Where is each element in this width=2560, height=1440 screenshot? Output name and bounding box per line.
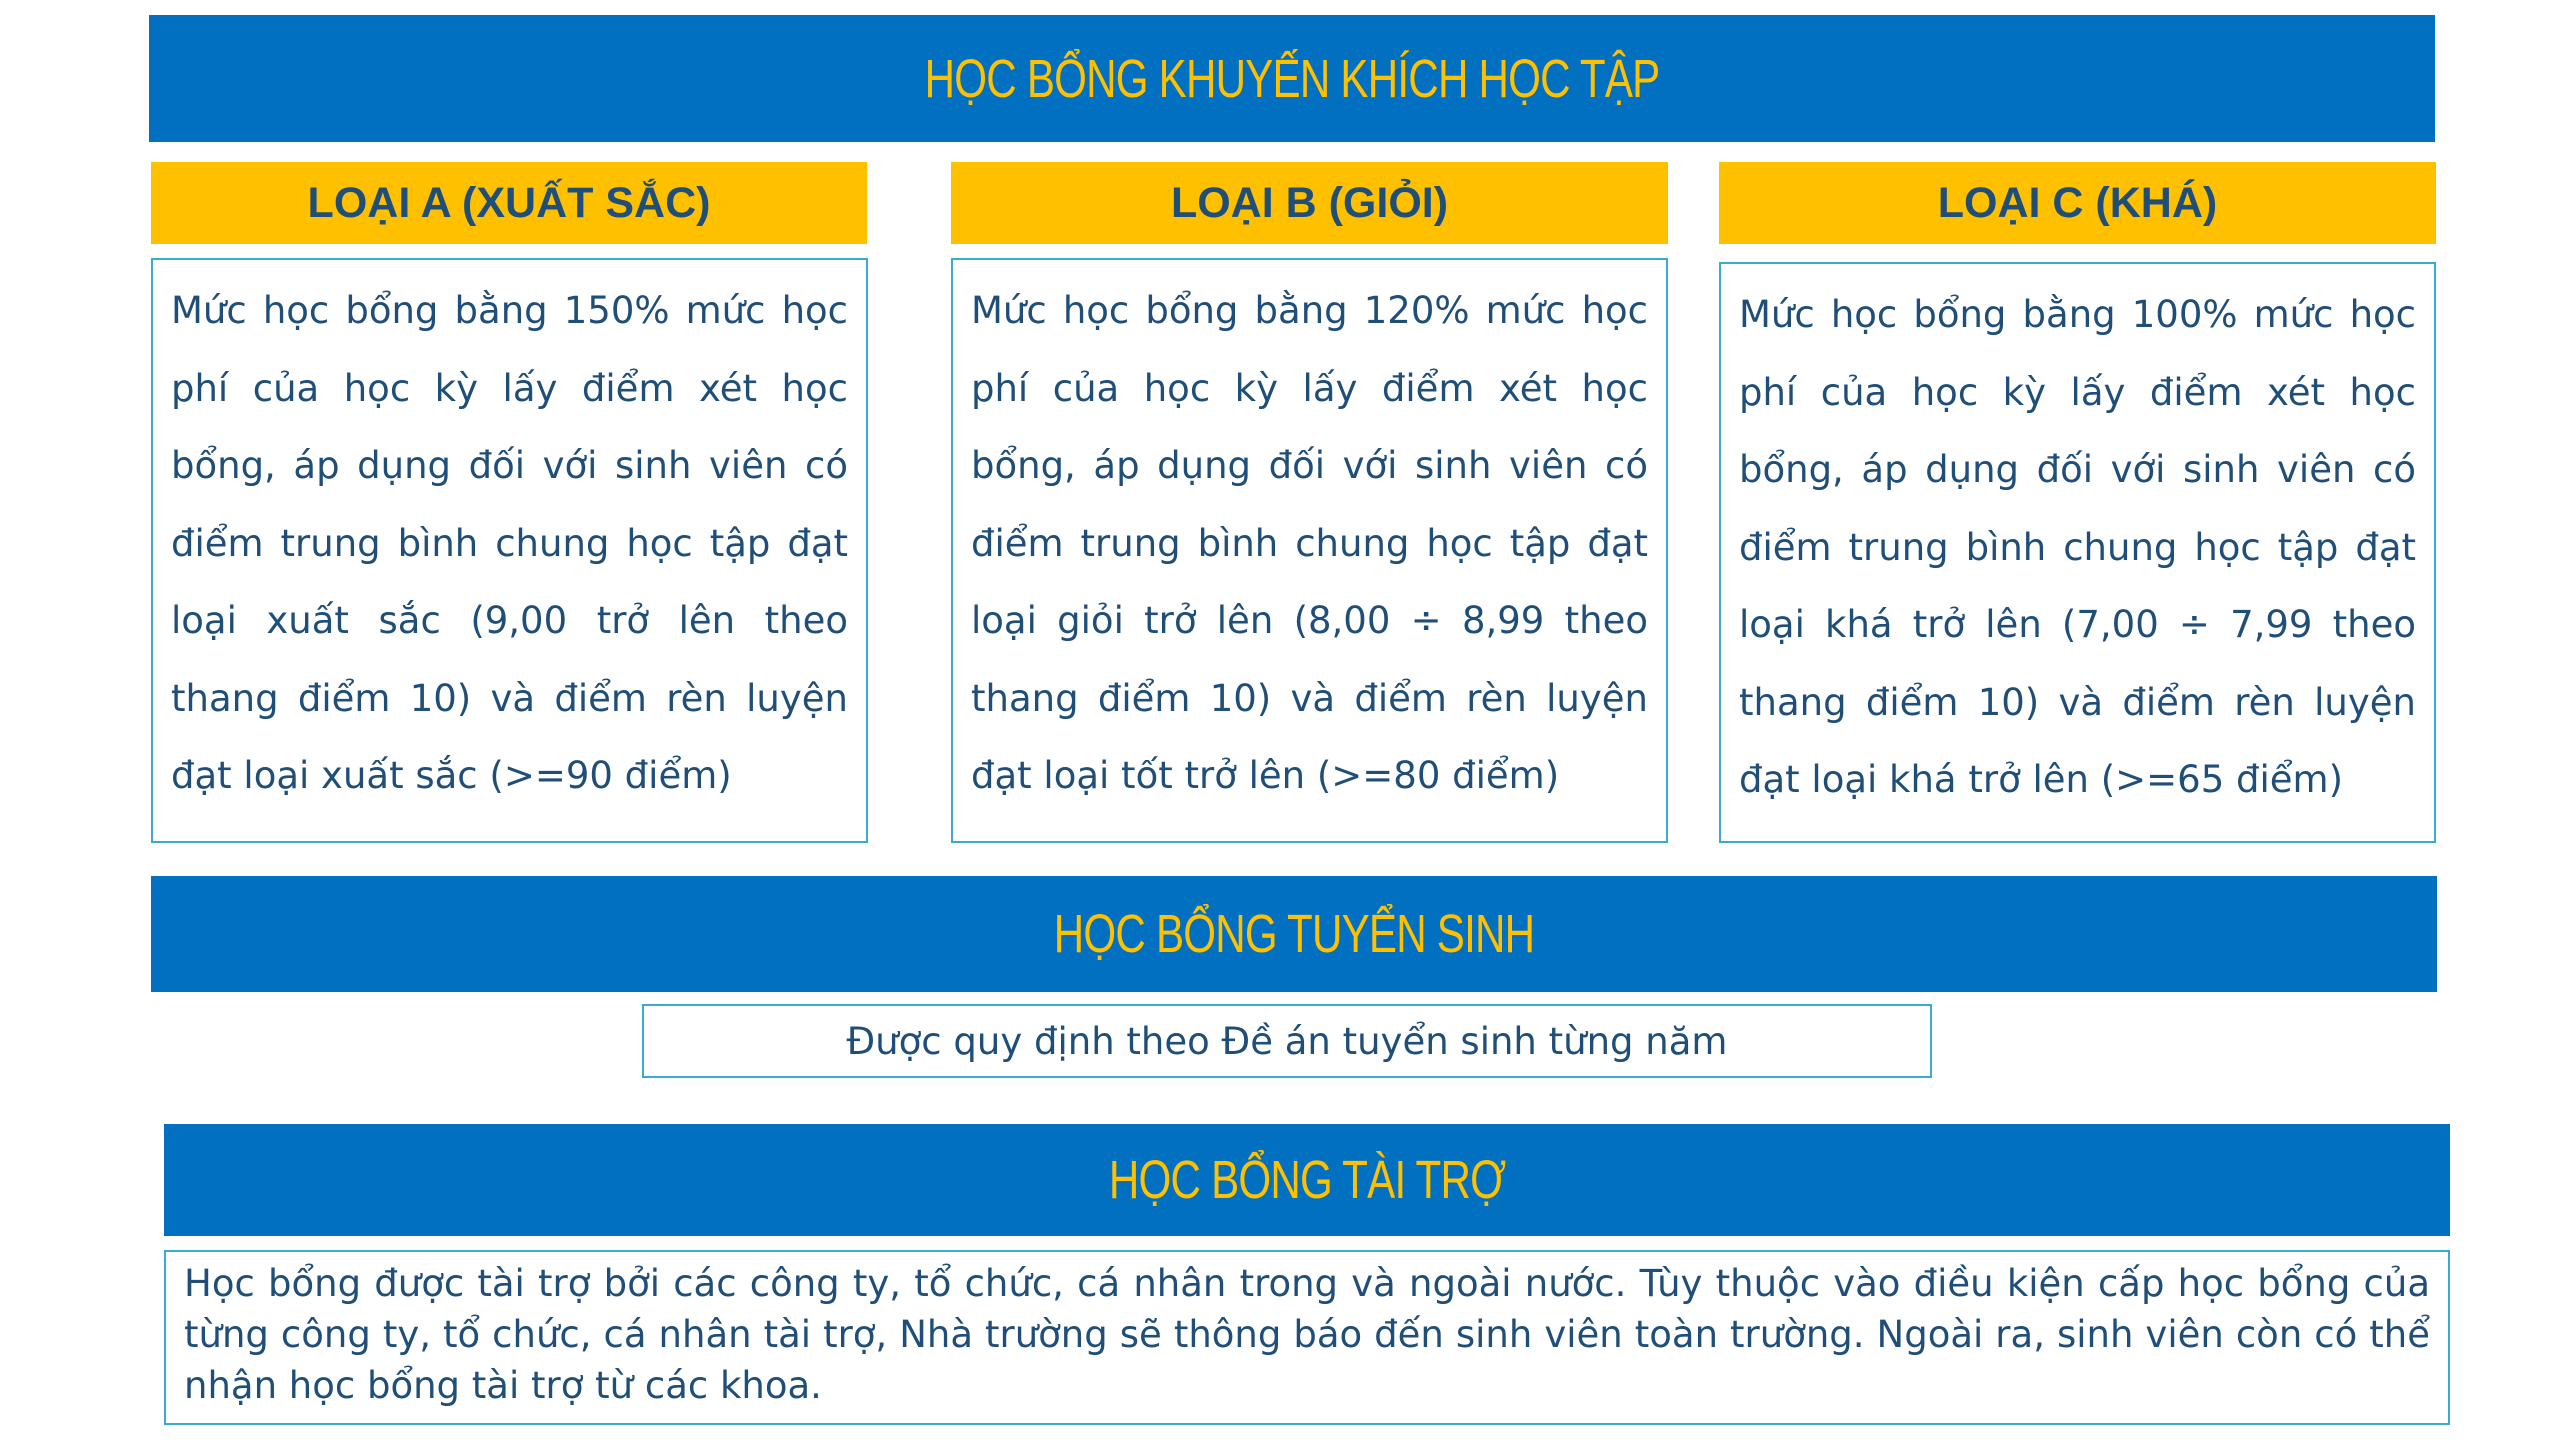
category-a-description: Mức học bổng bằng 150% mức học phí của học kỳ lấy điểm xét học bổng, áp dụng đối với sinh viên có điểm trung bình chung học tập đạt loại xuất sắc (9,00 trở lên theo thang điểm 10) và điểm rèn luyện đạt loại xuất sắc (>=90 điểm) [151,258,868,843]
category-b-label: LOẠI B (GIỎI) [951,162,1668,244]
admission-scholarship-banner [151,876,2437,992]
category-c-label: LOẠI C (KHÁ) [1719,162,2436,244]
sponsored-scholarship-title: HỌC BỔNG TÀI TRỢ [1108,1150,1506,1210]
merit-scholarship-title: HỌC BỔNG KHUYẾN KHÍCH HỌC TẬP [924,48,1660,109]
category-c-description: Mức học bổng bằng 100% mức học phí của học kỳ lấy điểm xét học bổng, áp dụng đối với sinh viên có điểm trung bình chung học tập đạt loại khá trở lên (7,00 ÷ 7,99 theo thang điểm 10) và điểm rèn luyện đạt loại khá trở lên (>=65 điểm) [1719,262,2436,843]
admission-scholarship-description: Được quy định theo Đề án tuyển sinh từng năm [642,1004,1932,1078]
sponsored-scholarship-banner [164,1124,2450,1236]
sponsored-scholarship-description: Học bổng được tài trợ bởi các công ty, tổ chức, cá nhân trong và ngoài nước. Tùy thuộc vào điều kiện cấp học bổng của từng công ty, tổ chức, cá nhân tài trợ, Nhà trường sẽ thông báo đến sinh viên toàn trường. Ngoài ra, sinh viên còn có thể nhận học bổng tài trợ từ các khoa. [164,1250,2450,1425]
category-b-description: Mức học bổng bằng 120% mức học phí của học kỳ lấy điểm xét học bổng, áp dụng đối với sinh viên có điểm trung bình chung học tập đạt loại giỏi trở lên (8,00 ÷ 8,99 theo thang điểm 10) và điểm rèn luyện đạt loại tốt trở lên (>=80 điểm) [951,258,1668,843]
merit-scholarship-banner [149,15,2435,142]
category-a-label: LOẠI A (XUẤT SẮC) [151,162,867,244]
admission-scholarship-title: HỌC BỔNG TUYỂN SINH [1053,904,1535,964]
